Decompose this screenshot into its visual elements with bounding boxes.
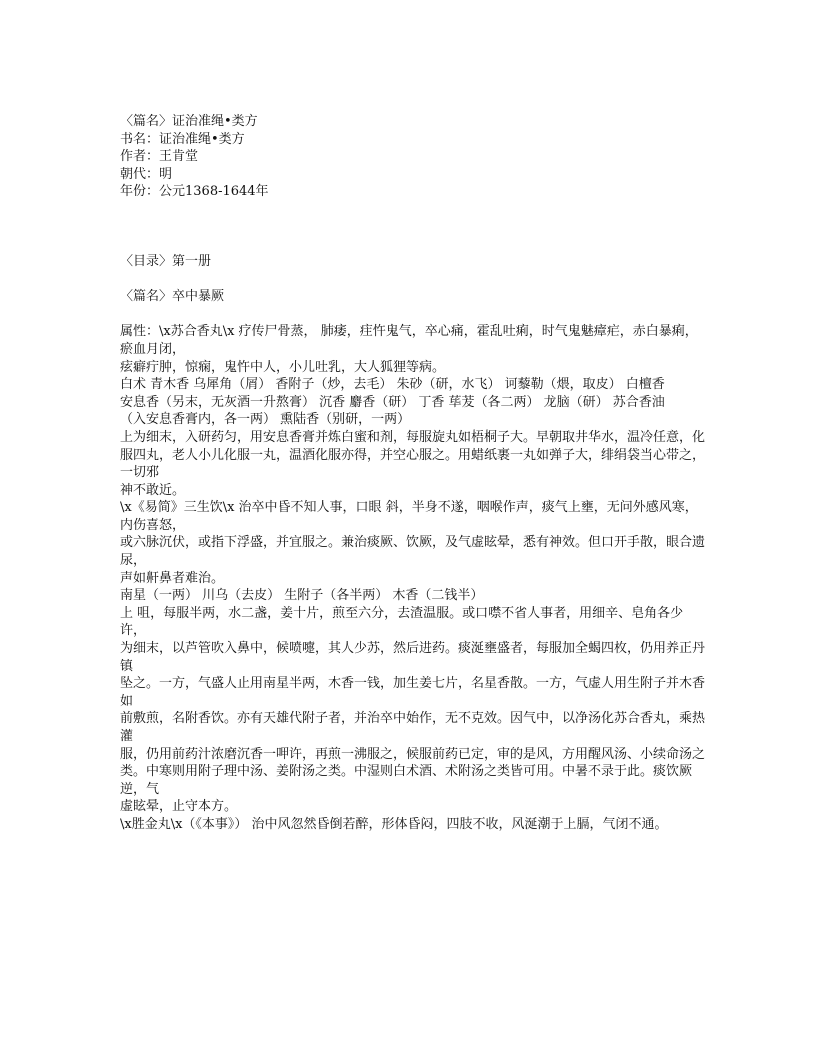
body-line: 白术 青木香 乌犀角（屑） 香附子（炒，去毛） 朱砂（研，水飞） 诃藜勒（煨，取皮） 白檀香 (120, 377, 665, 393)
spacer (120, 306, 705, 324)
body-line: 或六脉沉伏，或指下浮盛，并宜服之。兼治痰厥、饮厥，及气虚眩晕，悉有神效。但口开手散，眼合遗尿， (120, 535, 706, 569)
body-line: 声如鼾鼻者难治。 (120, 570, 225, 586)
spacer (120, 271, 705, 289)
body-line: 痃癖疔肿，惊痫，鬼忤中人，小儿吐乳，大人狐狸等病。 (120, 359, 446, 375)
body-line: 坠之。一方，气盛人止用南星半两，木香一钱，加生姜七片，名星香散。一方，气虚人用生附子并木香如 (120, 676, 706, 709)
body-line: 为细末，以芦管吹入鼻中，候喷嚏，其人少苏，然后进药。痰涎壅盛者，每服加全蝎四枚，仍用养正丹镇 (120, 641, 706, 674)
body-line: 神不敢近。 (120, 482, 186, 498)
body-line: 类。中寒则用附子理中汤、姜附汤之类。中湿则白术酒、术附汤之类皆可用。中暑不录于此。痰饮厥逆，气 (120, 764, 693, 797)
body-line: 虚眩晕，止守本方。 (120, 799, 238, 815)
toc-volume-line: 〈目录〉第一册 (120, 253, 212, 269)
body-line: 安息香（另末，无灰酒一升熬膏） 沉香 麝香（研） 丁香 荜茇（各二两） 龙脑（研） 苏合香油 (120, 394, 665, 410)
document-page (120, 113, 705, 834)
spacer (120, 201, 705, 253)
body-line: 上 咀，每服半两，水二盏，姜十片，煎至六分，去渣温服。或口噤不省人事者，用细辛、皂角各少许， (120, 605, 684, 639)
body-line: 服四丸，老人小儿化服一丸，温酒化服亦得，并空心服之。用蜡纸裹一丸如弹子大，绯绢袋当心带之，一切邪 (120, 447, 706, 481)
body-line: 服，仍用前药汁浓磨沉香一呷许，再煎一沸服之，候服前药已定，审的是风，方用醒风汤、小续命汤之 (120, 746, 706, 762)
body-line: 南星（一两） 川乌（去皮） 生附子（各半两） 木香（二钱半） (120, 588, 484, 604)
chapter-line: 〈篇名〉证治准绳•类方 (120, 114, 258, 129)
section-title-line: 〈篇名〉卒中暴厥 (120, 289, 225, 305)
body-line: 上为细末，入研药匀，用安息香膏并炼白蜜和剂，每服旋丸如梧桐子大。早朝取井华水，温冷任意，化 (120, 429, 706, 445)
body-line: \x胜金丸\x（《本事》） 治中风忽然昏倒若醉，形体昏闷，四肢不收，风涎潮于上膈，气闭不通。 (120, 816, 668, 832)
year-line: 年份：公元1368-1644年 (120, 184, 269, 200)
dynasty-line: 朝代：明 (120, 166, 173, 182)
book-line: 书名：证治准绳•类方 (120, 131, 245, 147)
author-line: 作者：王肯堂 (120, 149, 199, 165)
body-line: 属性：\x苏合香丸\x 疗传尸骨蒸， 肺痿，疰忤鬼气，卒心痛，霍乱吐痢，时气鬼魅瘴疟，赤白暴痢，瘀血月闭， (120, 324, 698, 357)
body-line: （入安息香膏内，各一两） 熏陆香（别研，一两） (120, 412, 411, 428)
body-line: 前敷煎，名附香饮。亦有天雄代附子者，并治卒中始作，无不克效。因气中，以净汤化苏合香丸，乘热灌 (120, 711, 706, 744)
body-text (120, 323, 705, 833)
body-line: \x《易简》三生饮\x 治卒中昏不知人事，口眼 斜，半身不遂，咽喉作声，痰气上壅，无问外感风寒，内伤喜怒， (120, 500, 698, 533)
